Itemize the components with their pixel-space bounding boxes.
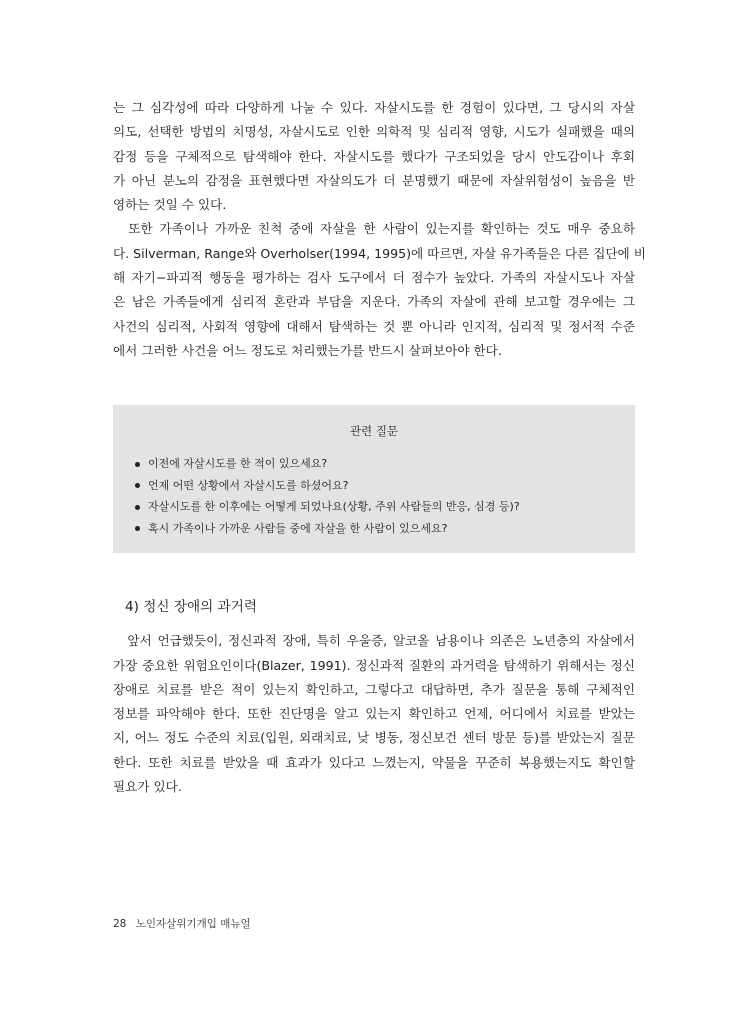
question-text: 언제 어떤 상황에서 자살시도를 하셨어요?: [148, 478, 349, 492]
text-line: 의도, 선택한 방법의 치명성, 자살시도로 인한 의학적 및 심리적 영향, 시도가 실패했을 때의: [113, 124, 635, 140]
text-line: 필요가 있다.: [113, 779, 182, 795]
bullet-icon: [135, 505, 140, 510]
text-line: 지, 어느 정도 수준의 치료(입원, 외래치료, 낮 병동, 정신보건 센터 방문 등)를 받았는지 질문: [113, 730, 635, 746]
page-content: [113, 96, 646, 799]
bullet-icon: [135, 462, 140, 467]
body-text-section-2: [113, 629, 635, 799]
text-line: 에서 그러한 사건을 어느 정도로 처리했는가를 반드시 살펴보아야 한다.: [113, 342, 502, 358]
text-line: 가장 중요한 위험요인이다(Blazer, 1991). 정신과적 질환의 과거력을 탐색하기 위해서는 정신: [113, 657, 635, 673]
text-line: 정보를 파악해야 한다. 또한 진단명을 알고 있는지 확인하고 언제, 어디에서 치료를 받았는: [113, 706, 635, 722]
text-line: 한다. 또한 치료를 받았을 때 효과가 있다고 느꼈는지, 약물을 꾸준히 복용했는지도 확인할: [113, 754, 635, 770]
text-line: 감정 등을 구체적으로 탐색해야 한다. 자살시도를 했다가 구조되었을 당시 안도감이나 후회: [113, 148, 635, 164]
bullet-icon: [135, 526, 140, 531]
section-heading: 4) 정신 장애의 과거력: [125, 599, 257, 616]
text-line: 앞서 언급했듯이, 정신과적 장애, 특히 우울증, 알코올 남용이나 의존은 노년층의 자살에서: [113, 633, 635, 649]
text-line: 다. Silverman, Range와 Overholser(1994, 1995)에 따르면, 자살 유가족들은 다른 집단에 비: [113, 245, 646, 261]
text-line: 은 남은 가족들에게 심리적 혼란과 부담을 지운다. 가족의 자살에 관해 보고할 경우에는 그: [113, 294, 635, 310]
footer-title: 노인자살위기개입 매뉴얼: [135, 918, 251, 930]
related-questions-box: [113, 405, 635, 553]
body-text-section-1: [113, 96, 646, 363]
question-item: [135, 453, 635, 475]
question-item: [135, 496, 635, 518]
bullet-icon: [135, 483, 140, 488]
text-line: 가 아닌 분노의 감정을 표현했다면 자살의도가 더 분명했기 때문에 자살위험성이 높음을 반: [113, 172, 635, 188]
text-line: 해 자기−파괴적 행동을 평가하는 검사 도구에서 더 점수가 높았다. 가족의 자살시도나 자살: [113, 270, 635, 286]
text-line: 는 그 심각성에 따라 다양하게 나눌 수 있다. 자살시도를 한 경험이 있다면, 그 당시의 자살: [113, 100, 635, 115]
question-text: 혹시 가족이나 가까운 사람들 중에 자살을 한 사람이 있으세요?: [148, 521, 448, 535]
question-item: [135, 518, 635, 540]
text-line: 장애로 치료를 받은 적이 있는지 확인하고, 그렇다고 대답하면, 추가 질문을 통해 구체적인: [113, 681, 635, 697]
question-text: 이전에 자살시도를 한 적이 있으세요?: [148, 457, 328, 471]
text-line: 영하는 것일 수 있다.: [113, 197, 227, 213]
text-line: 사건의 심리적, 사회적 영향에 대해서 탐색하는 것 뿐 아니라 인지적, 심리적 및 정서적 수준: [113, 318, 635, 334]
box-title: 관련 질문: [349, 424, 399, 439]
page-number: 28: [113, 918, 127, 930]
question-list: [113, 453, 635, 539]
page-footer: [113, 916, 251, 931]
question-text: 자살시도를 한 이후에는 어떻게 되었나요(상황, 주위 사람들의 반응, 심경 등)?: [148, 500, 520, 514]
question-item: [135, 475, 635, 497]
text-line: 또한 가족이나 가까운 친척 중에 자살을 한 사람이 있는지를 확인하는 것도 매우 중요하: [113, 221, 635, 237]
